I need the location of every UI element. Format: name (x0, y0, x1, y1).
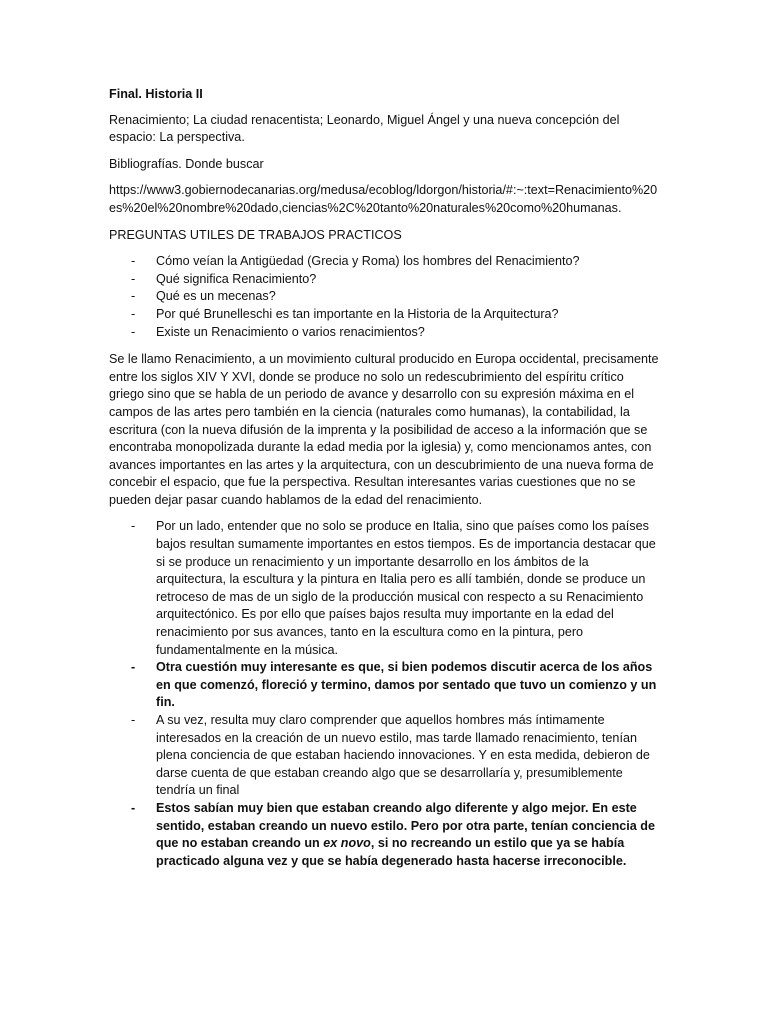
point-text-italic: ex novo (323, 836, 371, 851)
points-list (109, 518, 659, 870)
list-item (109, 518, 659, 659)
document-title: Final. Historia II (109, 87, 203, 101)
question-text: Qué es un mecenas? (156, 289, 276, 304)
question-text: Por qué Brunelleschi es tan importante en la Historia de la Arquitectura? (156, 306, 559, 321)
bullet-dash: - (131, 271, 136, 286)
list-item (109, 253, 659, 271)
point-text (156, 801, 655, 868)
list-item (109, 659, 659, 712)
question-text: Cómo veían la Antigüedad (Grecia y Roma) los hombres del Renacimiento? (156, 254, 580, 269)
bullet-dash: - (131, 713, 136, 727)
list-item (109, 324, 659, 342)
list-item (109, 288, 659, 306)
point-text-part: , si no recreando un estilo que ya se había practicado alguna vez y que se había degenerado hasta hacerse irreconocible. (156, 836, 627, 868)
point-text: A su vez, resulta muy claro comprender que aquellos hombres más íntimamente interesados en la creación de un nuevo estilo, mas tarde llamado renacimiento, tenían plena conciencia de que estaban haciendo innovaciones. Y en esta medida, debieron de darse cuenta de que estaban creando algo que se desarrollaría y, presumiblemente tendría un final (156, 713, 650, 798)
bibliography-label: Bibliografías. Donde buscar (109, 156, 264, 171)
bullet-dash: - (131, 289, 136, 304)
bullet-dash: - (131, 324, 136, 339)
question-text: Qué significa Renacimiento? (156, 271, 317, 286)
point-text-part: Estos sabían muy bien que estaban creando algo diferente y algo mejor. En este sentido, estaban creando un nuevo estilo. Pero por otra parte, tenían conciencia de que no estaban creando un (156, 800, 655, 851)
bullet-dash: - (131, 800, 136, 815)
list-item (109, 306, 659, 324)
document-body (109, 86, 659, 880)
bibliography-url: https://www3.gobiernodecanarias.org/medusa/ecoblog/ldorgon/historia/#:~:text=Renacimiento%20es%20el%20nombre%20dado,ciencias%2C%20tanto%20naturales%20como%20humanas. (109, 183, 658, 215)
questions-list (109, 253, 659, 341)
bullet-dash: - (131, 306, 136, 321)
point-text: Por un lado, entender que no solo se produce en Italia, sino que países como los países bajos resultan sumamente importantes en estos tiempos. Es de importancia destacar que si se produce un renacimiento y un importante desarrollo en los ámbitos de la arquitectura, la escultura y la pintura en Italia pero es allí también, donde se produce un retroceso de mas de un siglo de la producción musical con respecto a su Renacimiento arquitectónico. Es por ello que países bajos resulta muy importante en la edad del renacimiento por sus avances, tanto en la escultura como en la pintura, pero fundamentalmente en la música. (156, 519, 656, 657)
list-item (109, 271, 659, 289)
document-subtitle: Renacimiento; La ciudad renacentista; Leonardo, Miguel Ángel y una nueva concepción del espacio: La perspectiva. (109, 112, 620, 145)
list-item (109, 800, 659, 870)
body-paragraph: Se le llamo Renacimiento, a un movimiento cultural producido en Europa occidental, precisamente entre los siglos XIV Y XVI, donde se produce no solo un redescubrimiento del espíritu crítico griego sino que se habla de un periodo de avance y desarrollo con su expresión máxima en el campos de las artes pero también en la ciencia (naturales como humanas), la contabilidad, la escritura (con la nueva difusión de la imprenta y la posibilidad de acceso a la información que se encontraba monopolizada durante la edad media por la iglesia) y, como mencionamos antes, con avances importantes en las artes y la arquitectura, con un descubrimiento de una nueva forma de concebir el espacio, que fue la perspectiva. Resultan interesantes varias cuestiones que no se pueden dejar pasar cuando hablamos de la edad del renacimiento. (109, 352, 659, 507)
bullet-dash: - (131, 519, 136, 534)
bullet-dash: - (131, 660, 136, 675)
list-item (109, 712, 659, 800)
questions-heading: PREGUNTAS UTILES DE TRABAJOS PRACTICOS (109, 227, 402, 242)
bullet-dash: - (131, 254, 136, 269)
point-text: Otra cuestión muy interesante es que, si bien podemos discutir acerca de los años en que comenzó, floreció y termino, damos por sentado que tuvo un comienzo y un fin. (156, 660, 657, 710)
question-text: Existe un Renacimiento o varios renacimientos? (156, 324, 425, 339)
